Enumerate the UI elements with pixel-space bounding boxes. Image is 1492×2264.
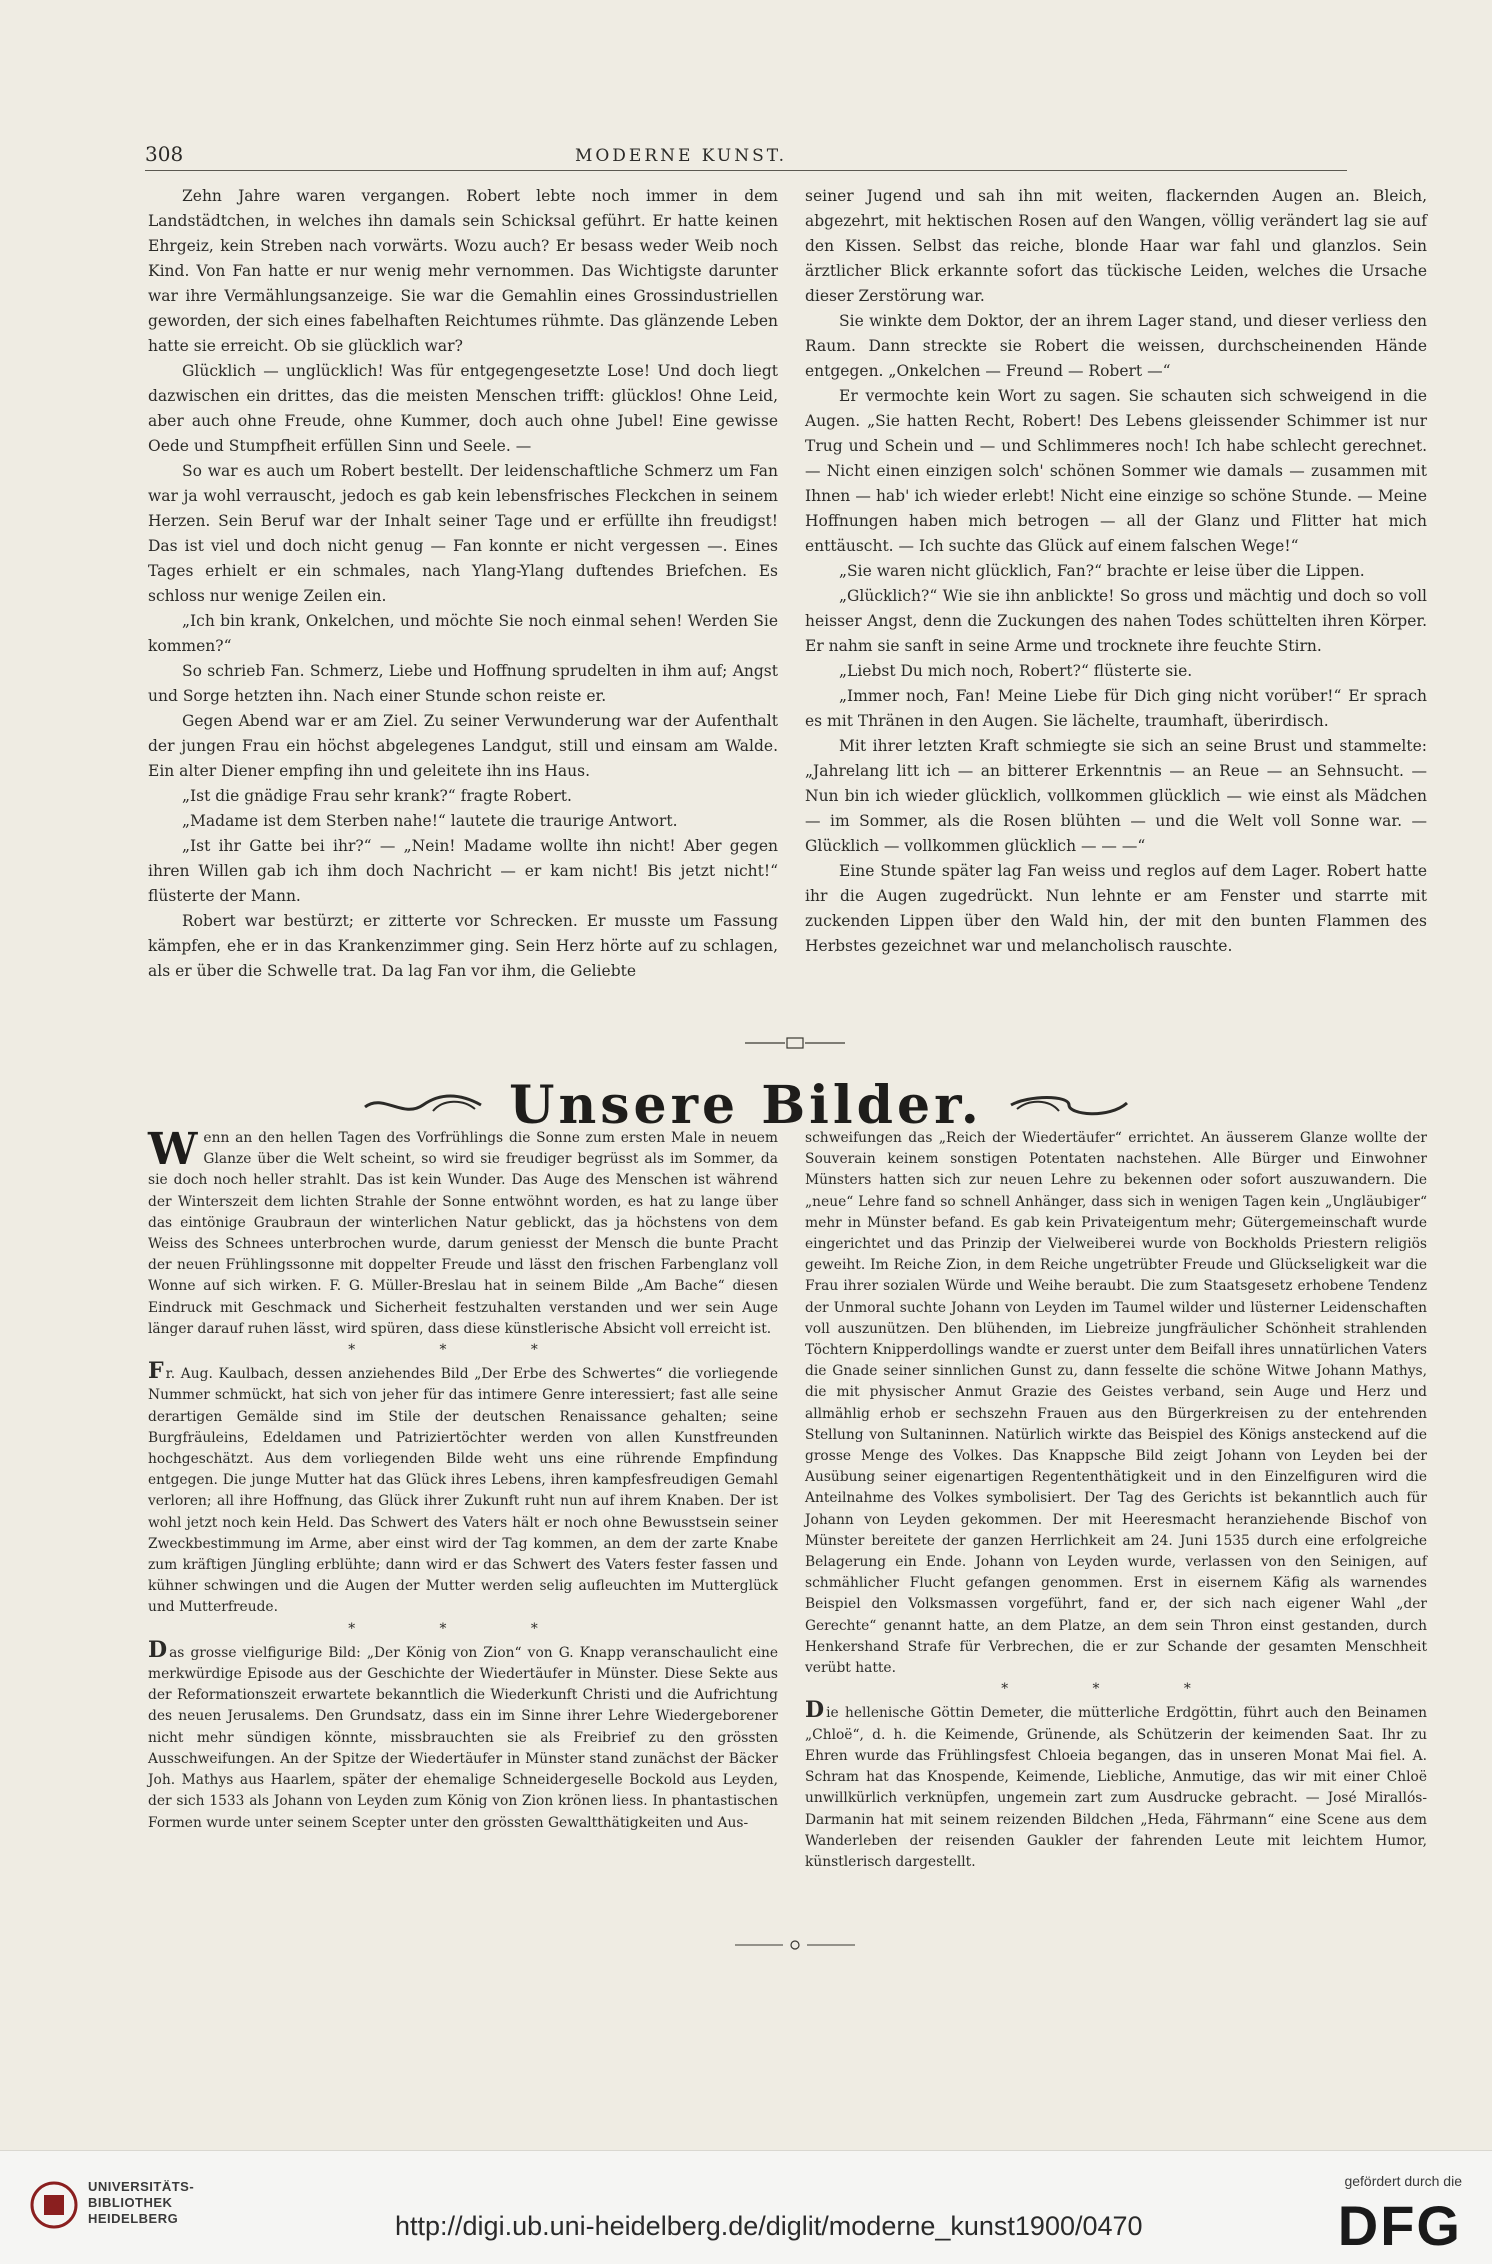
institution-line: HEIDELBERG: [88, 2211, 179, 2226]
dfg-logo: DFG: [1337, 2194, 1462, 2257]
institution-line: BIBLIOTHEK: [88, 2195, 173, 2210]
article-paragraph: schweifungen das „Reich der Wiedertäufer“ errichtet. An äusserem Glanze wollte der Souverain keinem sonstigen Potentaten nachstehen. Alle Bürger und Einwohner Münsters hatten sich zur neuen Lehre zu bekennen oder sofort auszuwandern. Die „neue“ Lehre fand so schnell Anhänger, dass sich in wenigen Tagen kein „Ungläubiger“ mehr in Münster befand. Es gab kein Privateigentum mehr; Gütergemeinschaft wurde eingerichtet und das Prinzip der Vielweiberei wurde von Bockholds Priestern religiös geweiht. Im Reiche Zion, in dem Reiche ungetrübter Freude und Glückseligkeit war die Frau ihrer sozialen Würde und Weihe beraubt. Die zum Staatsgesetz erhobene Tendenz der Unmoral suchte Johann von Leyden im Taumel wilder und lüsterner Leidenschaften voll auszunützen. Den blühenden, im Liebreize jungfräulicher Schönheit strahlenden Töchtern Knipperdollings wandte er zuerst unter dem Beifall ihres unnatürlichen Vaters die Gnade seiner sinnlichen Gunst zu, dann fesselte die schöne Witwe Johann Mathys, die mit physischer Anmut Grazie des Geistes verband, sein Auge und Herz und allmählig erhob er sechszehn Frauen aus den Bürgerkreisen zu der entehrenden Stellung von Sultaninnen. Natürlich wirkte das Beispiel des Königs ansteckend auf die grosse Menge des Volkes. Das Knappsche Bild zeigt Johann von Leyden bei der Ausübung seiner eigenartigen Regententhätigkeit und in den Einzelfiguren wird die Anteilnahme des Volkes symbolisiert. Der Tag des Gerichts ist bekanntlich auch für Johann von Leyden gekommen. Der mit Heeresmacht heranziehende Bischof von Münster bereitete der ganzen Herrlichkeit am 24. Juni 1535 durch eine erfolgreiche Belagerung ein Ende. Johann von Leyden wurde, verlassen von den Seinigen, auf schmählicher Flucht gefangen genommen. Erst in eisernem Käfig als warnendes Beispiel den Volksmassen vorgeführt, fand er, der sich nach eigener Wahl „der Gerechte“ genannt hatte, an dem Platze, an dem sein Thron einst gestanden, durch Henkershand Strafe für Verbrechen, die er zur Schande der gesamten Menschheit verübt hatte.: [805, 1130, 1427, 1677]
article-text: as grosse vielfigurige Bild: „Der König von Zion“ von G. Knapp veranschaulicht eine merkwürdige Episode aus der Geschichte der Wiedertäufer in Münster. Diese Sekte aus der Reformationszeit erwartete bekanntlich die Wiederkunft Christi und die Aufrichtung des neuen Jerusalems. Den Grundsatz, dass ein im Sinne ihrer Lehre Wiedergeborener nicht mehr sündigen könnte, missbrauchten sie als Freibrief zu den grössten Ausschweifungen. An der Spitze der Wiedertäufer in Münster stand zunächst der Bäcker Joh. Mathys aus Haarlem, später der ehemalige Schneidergeselle Bockold aus Leyden, der sich 1533 als Johann von Leyden zum König von Zion krönen liess. In phantastischen Formen wurde unter seinem Scepter unter den grössten Gewaltthätigkeiten und Aus-: [148, 1644, 778, 1831]
story-paragraph: Zehn Jahre waren vergangen. Robert lebte noch immer in dem Landstädtchen, in welches ihn damals sein Schicksal geführt. Er hatte keinen Ehrgeiz, kein Streben nach vorwärts. Wozu auch? Er besass weder Weib noch Kind. Von Fan hatte er nur wenig mehr vernommen. Das Wichtigste darunter war ihre Vermählungsanzeige. Sie war die Gemahlin eines Grossindustriellen geworden, der sich eines fabelhaften Reichtumes rühmte. Das glänzende Leben hatte sie erreicht. Ob sie glücklich war?: [148, 187, 778, 355]
story-column-right: [805, 184, 1427, 959]
article-paragraph: [148, 1636, 778, 1834]
story-paragraph: Sie winkte dem Doktor, der an ihrem Lager stand, und dieser verliess den Raum. Dann streckte sie Robert die weissen, durchscheinenden Hände entgegen. „Onkelchen — Freund — Robert —“: [805, 312, 1427, 380]
story-paragraph: „Madame ist dem Sterben nahe!“ lautete die traurige Antwort.: [182, 812, 678, 830]
article-text: r. Aug. Kaulbach, dessen anziehendes Bild „Der Erbe des Schwertes“ die vorliegende Nummer schmückt, hat sich von jeher für das intimere Genre interessiert; fast alle seine derartigen Gemälde sind im Stile der deutschen Renaissance gehalten; seine Burgfräuleins, Edeldamen und Patriziertöchter werden von allen Kunstfreunden hochgeschätzt. Aus dem vorliegenden Bilde weht uns eine rührende Empfindung entgegen. Die junge Mutter hat das Glück ihres Lebens, ihren kampfesfreudigen Gemahl verloren; all ihre Hoffnung, das Glück ihrer Zukunft ruht nun auf ihrem Knaben. Der ist wohl jetzt noch kein Held. Das Schwert des Vaters hält er noch ohne Bewusstsein seiner Zweckbestimmung im Arme, aber einst wird der Tag kommen, an dem der zarte Knabe zum kräftigen Jüngling erblühte; dann wird er das Schwert des Vaters fester fassen und kühner schwingen und die Augen der Mutter werden selig aufleuchten im Mutterglück und Mutterfreude.: [148, 1366, 778, 1616]
story-paragraph: „Sie waren nicht glücklich, Fan?“ brachte er leise über die Lippen.: [839, 562, 1365, 580]
story-column-left: [148, 184, 778, 984]
story-paragraph: Er vermochte kein Wort zu sagen. Sie schauten sich schweigend in die Augen. „Sie hatten Recht, Robert! Des Lebens gleissender Schimmer ist nur Trug und Schein und — und Schlimmeres noch! Ich habe schlecht gerechnet. — Nicht einen einzigen solch' schönen Sommer wie damals — zusammen mit Ihnen — hab' ich wieder erlebt! Nicht eine einzige so schöne Stunde. — Meine Hoffnungen haben mich betrogen — all der Glanz und Flitter hat mich enttäuscht. — Ich suchte das Glück auf einem falschen Wege!“: [805, 387, 1427, 555]
story-paragraph: „Immer noch, Fan! Meine Liebe für Dich ging nicht vorüber!“ Er sprach es mit Thränen in den Augen. Sie lächelte, traumhaft, überirdisch.: [805, 687, 1427, 730]
institution-name: [88, 2179, 194, 2227]
article-paragraph: [148, 1358, 778, 1618]
section-stars: * * *: [348, 1342, 578, 1359]
story-paragraph: Robert war bestürzt; er zitterte vor Schrecken. Er musste um Fassung kämpfen, ehe er in das Krankenzimmer ging. Sein Herz hörte auf zu schlagen, als er über die Schwelle trat. Da lag Fan vor ihm, die Geliebte: [148, 912, 778, 980]
section-stars: * * *: [348, 1620, 578, 1637]
funded-by-label: gefördert durch die: [1344, 2173, 1462, 2189]
story-paragraph: „Ist ihr Gatte bei ihr?“ — „Nein! Madame wollte ihn nicht! Aber gegen ihren Willen gab ich ihm doch Nachricht — er kam nicht! Bis jetzt nicht!“ flüsterte der Mann.: [148, 837, 778, 905]
article-text: enn an den hellen Tagen des Vorfrühlings die Sonne zum ersten Male in neuem Glanze über die Welt scheint, so wird sie freudiger begrüsst als im Sommer, da sie doch noch heller strahlt. Das ist kein Wunder. Das Auge des Menschen ist während der Winterszeit dem lichten Strahle der Sonne entwöhnt worden, es hat zu lange über das eintönige Graubraun der winterlichen Natur geblickt, das ja höchstens von dem Weiss des Schnees unterbrochen wurde, darum geniesst der Mensch die bunte Pracht der neuen Frühlingssonne mit doppelter Freude und lässt den frischen Farbenglanz voll Wonne auf sich wirken. F. G. Müller-Breslau hat in seinem Bilde „Am Bache“ diesen Eindruck mit Geschmack und Sicherheit festzuhalten verstanden und wer sein Auge länger darauf ruhen lässt, wird spüren, dass diese künstlerische Absicht voll erreicht ist.: [148, 1130, 778, 1337]
institution-line: UNIVERSITÄTS-: [88, 2179, 195, 2194]
page-number: 308: [145, 142, 184, 166]
story-paragraph: „Glücklich?“ Wie sie ihn anblickte! So gross und mächtig und doch so voll heisser Angst, denn die Zuckungen des nahen Todes schüttelten ihren Körper. Er nahm sie sanft in seine Arme und trocknete ihre feuchte Stirn.: [805, 587, 1427, 655]
story-paragraph: „Ist die gnädige Frau sehr krank?“ fragte Robert.: [182, 787, 572, 805]
story-paragraph: „Ich bin krank, Onkelchen, und möchte Sie noch einmal sehen! Werden Sie kommen?“: [148, 612, 778, 655]
initial-cap: D: [805, 1697, 825, 1724]
permalink-url[interactable]: http://digi.ub.uni-heidelberg.de/diglit/moderne_kunst1900/0470: [395, 2211, 1143, 2241]
story-paragraph: Mit ihrer letzten Kraft schmiegte sie sich an seine Brust und stammelte: „Jahrelang litt ich — an bitterer Erkenntnis — an Reue — an Sehnsucht. — Nun bin ich wieder glücklich, vollkommen glücklich — wie einst als Mädchen — im Sommer, als die Rosen blühten — und die Welt voll Sonne war. — Glücklich — vollkommen glücklich — — —“: [805, 737, 1427, 855]
initial-cap: D: [148, 1636, 168, 1663]
section-stars: * * *: [1001, 1681, 1231, 1698]
flourish-left-icon: [363, 1089, 483, 1121]
article-paragraph: [148, 1124, 778, 1340]
divider-ornament-icon: [745, 1035, 845, 1051]
article-paragraph: [805, 1697, 1427, 1873]
article-column-left: [148, 1124, 778, 1834]
story-paragraph: So war es auch um Robert bestellt. Der leidenschaftliche Schmerz um Fan war ja wohl verrauscht, jedoch es gab kein lebensfrisches Fleckchen in seinem Herzen. Sein Beruf war der Inhalt seiner Tage und er erfüllte ihn freudigst! Das ist viel und doch nicht genug — Fan konnte er nicht vergessen —. Eines Tages erhielt er ein schmales, nach Ylang-Ylang duftendes Briefchen. Es schloss nur wenige Zeilen ein.: [148, 462, 778, 605]
story-paragraph: Eine Stunde später lag Fan weiss und reglos auf dem Lager. Robert hatte ihr die Augen zugedrückt. Nun lehnte er am Fenster und starrte mit zuckenden Lippen über den Wald hin, der mit den bunten Flammen des Herbstes gezeichnet war und melancholisch rauschte.: [805, 862, 1427, 955]
story-paragraph: Gegen Abend war er am Ziel. Zu seiner Verwunderung war der Aufenthalt der jungen Frau ein höchst abgelegenes Landgut, still und einsam am Walde. Ein alter Diener empfing ihn und geleitete ihn ins Haus.: [148, 712, 778, 780]
initial-cap: F: [148, 1358, 164, 1385]
section-title: Unsere Bilder.: [509, 1074, 983, 1136]
article-column-right: [805, 1128, 1427, 1873]
end-ornament-icon: [735, 1938, 855, 1952]
story-paragraph: seiner Jugend und sah ihn mit weiten, flackernden Augen an. Bleich, abgezehrt, mit hektischen Rosen auf den Wangen, völlig verändert lag sie auf den Kissen. Selbst das reiche, blonde Haar war fahl und glanzlos. Sein ärztlicher Blick erkannte sofort das tückische Leiden, welches die Ursache dieser Zerstörung war.: [805, 187, 1427, 305]
story-paragraph: „Liebst Du mich noch, Robert?“ flüsterte sie.: [839, 662, 1193, 680]
story-paragraph: So schrieb Fan. Schmerz, Liebe und Hoffnung sprudelten in ihm auf; Angst und Sorge hetzten ihn. Nach einer Stunde schon reiste er.: [148, 662, 778, 705]
drop-cap: W: [148, 1124, 198, 1175]
digitization-footer: [0, 2150, 1492, 2264]
flourish-right-icon: [1009, 1089, 1129, 1121]
story-paragraph: Glücklich — unglücklich! Was für entgegengesetzte Lose! Und doch liegt dazwischen ein drittes, das die meisten Menschen trifft: glücklos! Ohne Leid, aber auch ohne Freude, ohne Kummer, doch auch ohne Jubel! Eine gewisse Oede und Stumpfheit erfüllen Sinn und Seele. —: [148, 362, 778, 455]
page-header: [145, 138, 1347, 171]
running-title: MODERNE KUNST.: [574, 146, 787, 166]
university-seal-icon: [28, 2179, 80, 2231]
article-text: ie hellenische Göttin Demeter, die mütterliche Erdgöttin, führt auch den Beinamen „Chloë“, d. h. die Keimende, Grünende, als Schützerin der keimenden Saat. Ihr zu Ehren wurde das Frühlingsfest Chloeia begangen, das in unseren Monat Mai fiel. A. Schram hat das Knospende, Keimende, Liebliche, Anmutige, das wir mit einer Chloë unwillkürlich verknüpfen, ungemein zart zum Ausdrucke gebracht. — José Mirallós-Darmanin hat mit seinem reizenden Bildchen „Heda, Fährmann“ eine Scene aus dem Wanderleben der reisenden Gaukler der fahrenden Leute mit leichtem Humor, künstlerisch dargestellt.: [805, 1705, 1427, 1870]
